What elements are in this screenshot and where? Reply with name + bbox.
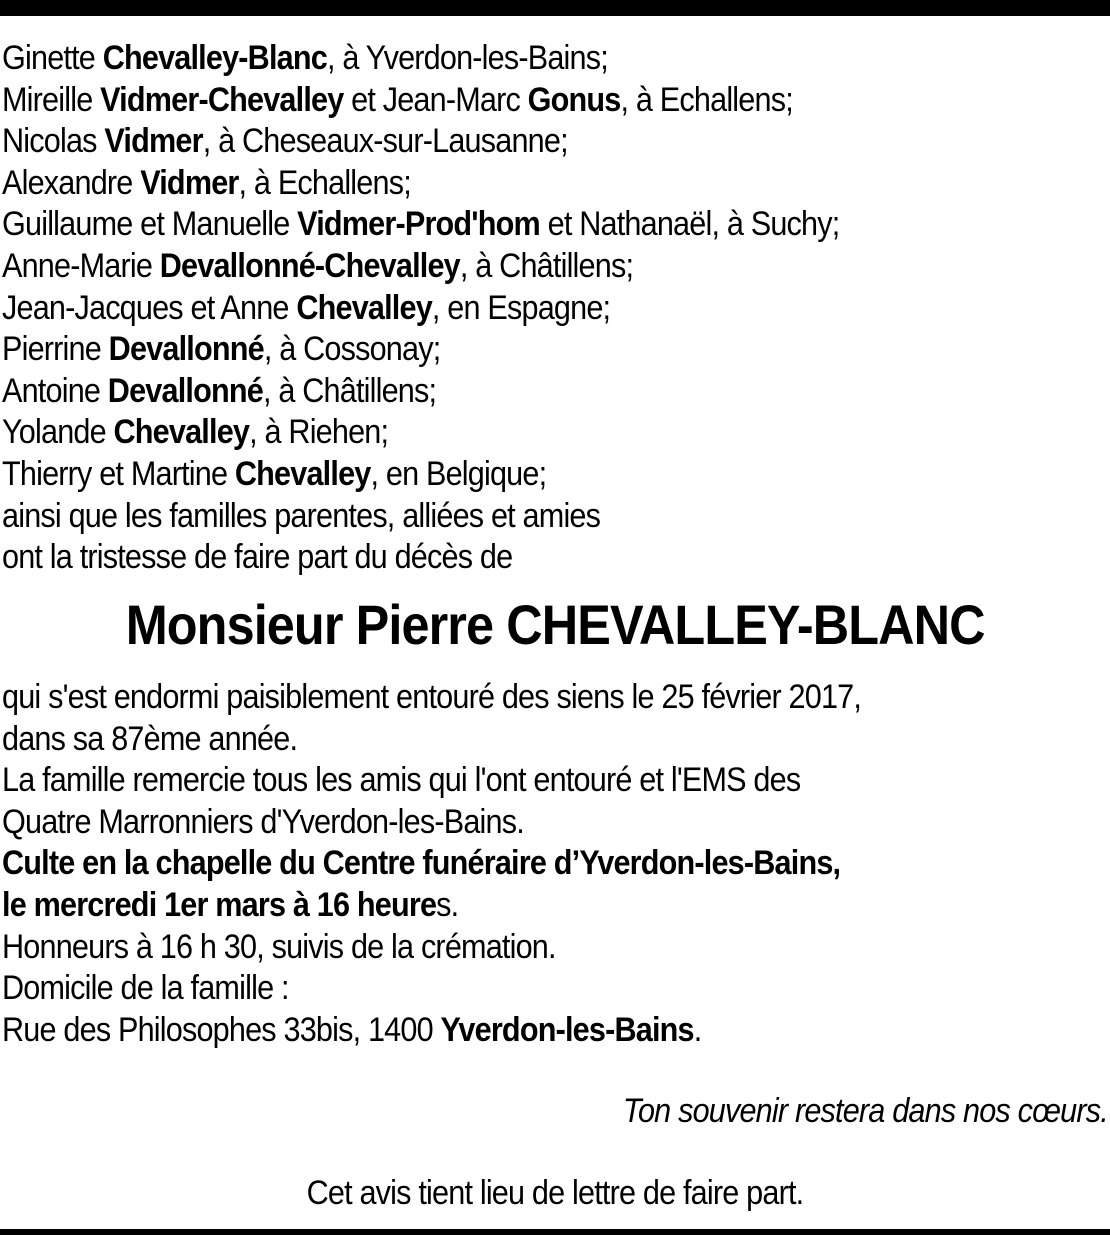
bold-name: Chevalley: [113, 413, 250, 452]
text-segment: dans sa 87ème année.: [2, 719, 298, 758]
text-line: [2, 329, 839, 371]
bold-name: Culte en la chapelle du Centre funéraire d’Yverdon-les-Bains,: [2, 844, 841, 883]
text-line: [2, 802, 861, 844]
bold-name: Devallonné-Chevalley: [159, 246, 460, 285]
text-segment: , à Châtillens;: [459, 246, 634, 285]
text-line: [2, 246, 839, 288]
text-segment: , en Belgique;: [370, 454, 547, 493]
text-segment: Mireille: [2, 80, 101, 119]
text-segment: Ginette: [2, 39, 103, 77]
text-line: [2, 288, 839, 330]
text-line: [2, 885, 861, 927]
text-segment: Yolande: [2, 413, 114, 452]
top-rule: [0, 0, 1110, 16]
bold-name: Chevalley: [234, 454, 371, 493]
text-line: [2, 1010, 861, 1052]
text-line: [2, 927, 861, 969]
bold-name: le mercredi 1er mars à 16 heure: [2, 885, 437, 924]
text-segment: , en Espagne;: [431, 288, 611, 327]
bold-name: Devallonné: [107, 371, 263, 410]
text-line: [2, 121, 839, 163]
text-segment: s.: [436, 885, 459, 924]
text-segment: , à Cheseaux-sur-Lausanne;: [202, 122, 568, 161]
text-line: [2, 454, 839, 496]
text-line: [2, 371, 839, 413]
bold-name: Vidmer: [104, 122, 203, 161]
text-segment: Honneurs à 16 h 30, suivis de la crémation.: [2, 927, 556, 966]
text-segment: Quatre Marronniers d'Yverdon-les-Bains.: [2, 802, 524, 841]
text-segment: et Nathanaël, à Suchy;: [539, 205, 840, 244]
text-segment: Pierrine: [2, 330, 109, 369]
footer-text: Cet avis tient lieu de lettre de faire part.: [306, 1174, 804, 1212]
footer-note: [0, 1174, 1110, 1213]
text-segment: qui s'est endormi paisiblement entouré des siens le 25 février 2017,: [2, 678, 862, 716]
bold-name: Devallonné: [108, 330, 264, 369]
text-segment: Anne-Marie: [2, 246, 160, 285]
text-segment: , à Châtillens;: [262, 371, 437, 410]
bold-name: Chevalley: [296, 288, 432, 327]
text-segment: , à Cossonay;: [263, 330, 441, 369]
text-line: [2, 496, 839, 538]
text-segment: Guillaume et Manuelle: [2, 205, 298, 244]
text-segment: , à Riehen;: [249, 413, 389, 452]
deceased-name-text: Monsieur Pierre CHEVALLEY-BLANC: [125, 593, 985, 656]
text-line: [2, 38, 839, 80]
text-line: [2, 719, 861, 761]
text-line: [2, 968, 861, 1010]
deceased-name: [0, 592, 1110, 657]
text-line: [2, 204, 839, 246]
bold-name: Vidmer-Chevalley: [100, 80, 344, 119]
text-line: [2, 760, 861, 802]
motto: Ton souvenir restera dans nos cœurs.: [622, 1092, 1108, 1130]
text-segment: Domicile de la famille :: [2, 969, 289, 1008]
bold-name: Vidmer: [140, 163, 239, 202]
text-segment: , à Yverdon-les-Bains;: [326, 39, 608, 77]
bold-name: Chevalley-Blanc: [102, 39, 327, 77]
text-segment: Alexandre: [2, 163, 141, 202]
text-segment: et Jean-Marc: [343, 80, 528, 119]
bottom-rule: [0, 1229, 1110, 1235]
text-segment: Thierry et Martine: [2, 454, 235, 493]
text-segment: Jean-Jacques et Anne: [2, 288, 297, 327]
text-segment: Rue des Philosophes 33bis, 1400: [2, 1010, 441, 1049]
text-segment: .: [693, 1010, 702, 1049]
bold-name: Vidmer-Prod'hom: [297, 205, 540, 244]
bold-name: Yverdon-les-Bains: [440, 1010, 694, 1049]
text-segment: , à Echallens;: [238, 163, 411, 202]
text-line: [2, 163, 839, 205]
text-segment: Antoine: [2, 371, 108, 410]
text-segment: ont la tristesse de faire part du décès de: [2, 538, 513, 577]
text-line: [2, 537, 839, 579]
notice-body: [2, 677, 957, 1051]
text-segment: ainsi que les familles parentes, alliées et amies: [2, 496, 601, 535]
text-line: [2, 843, 861, 885]
family-list: [2, 38, 932, 579]
text-line: [2, 677, 861, 719]
text-line: [2, 412, 839, 454]
text-segment: La famille remercie tous les amis qui l'ont entouré et l'EMS des: [2, 761, 801, 800]
text-segment: Nicolas: [2, 122, 105, 161]
text-line: [2, 80, 839, 122]
text-segment: , à Echallens;: [620, 80, 793, 119]
bold-name: Gonus: [527, 80, 621, 119]
